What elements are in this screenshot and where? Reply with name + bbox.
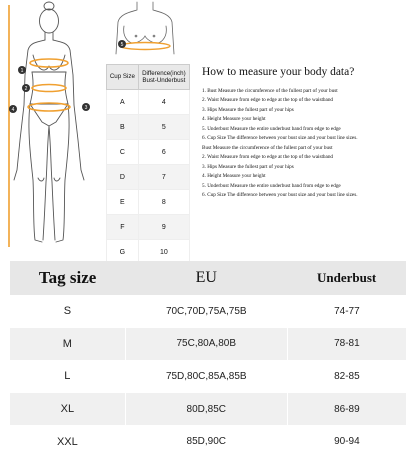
tag-size-cell: M [10, 328, 125, 361]
instructions-list [202, 87, 410, 200]
measurement-instructions [202, 66, 410, 200]
difference-cell: 7 [138, 165, 189, 190]
eu-size-cell: 75D,80C,85A,85B [125, 360, 287, 393]
instruction-item: 3. Hips Measure the fullest part of your hips [202, 163, 294, 170]
difference-cell: 8 [138, 190, 189, 215]
marker-5-label: 5 [120, 41, 124, 48]
difference-cell: 6 [138, 140, 189, 165]
underbust-cell: 82-85 [334, 370, 360, 382]
underbust-header: Underbust [287, 261, 406, 295]
difference-header: Difference(inch) Bust-Underbust [138, 65, 189, 90]
cup-size-table [106, 64, 190, 265]
size-table-row [10, 360, 406, 393]
cup-table-row [107, 165, 190, 190]
cup-size-cell: A [107, 90, 139, 115]
eu-size-cell: 80D,85C [125, 393, 287, 426]
instructions-title: How to measure your body data? [202, 66, 355, 78]
tag-size-cell: XXL [56, 435, 78, 448]
underbust-cell: 78-81 [287, 328, 406, 361]
eu-size-cell: 75C,80A,80B [125, 328, 287, 361]
marker-2-label: 2 [24, 85, 28, 92]
cup-table-row [107, 140, 190, 165]
underbust-cell: 90-94 [334, 436, 360, 448]
eu-header: EU [125, 261, 287, 295]
body-figure [0, 0, 104, 250]
cup-table-row [107, 115, 190, 140]
eu-size-cell: 70C,70D,75A,75B [125, 295, 287, 328]
bust-figure [110, 0, 180, 56]
cup-size-cell: F [107, 215, 139, 240]
size-table-row [10, 425, 406, 458]
instruction-item: Bust Measure the circumference of the fullest part of your bust [202, 144, 333, 151]
cup-table-row [107, 190, 190, 215]
marker-4 [9, 105, 17, 113]
size-table-row [10, 328, 406, 361]
difference-cell: 9 [138, 215, 189, 240]
instruction-item: 2. Waist Measure from edge to edge at the top of the waistband [202, 97, 334, 104]
instruction-item: 5. Underbust Measure the entire underbust band from edge to edge [202, 182, 341, 189]
tag-size-header: Tag size [10, 261, 125, 295]
eu-size-cell: 85D,90C [125, 425, 287, 458]
tag-size-cell: XL [10, 393, 125, 426]
marker-2 [22, 84, 30, 92]
marker-5 [118, 40, 126, 48]
cup-size-cell: C [107, 140, 139, 165]
instruction-item: 6. Cup Size The difference between your bust size and your bust line sizes. [202, 191, 358, 198]
marker-1-label: 1 [20, 67, 24, 74]
difference-cell: 4 [138, 90, 189, 115]
instruction-item: 5. Underbust Measure the entire underbust band from edge to edge [202, 125, 341, 132]
cup-size-cell: B [107, 115, 139, 140]
size-table [10, 261, 406, 458]
instruction-item: 4. Height Measure your height [202, 116, 266, 123]
size-table-row [10, 393, 406, 426]
instruction-item: 6. Cup Size The difference between your bust size and your bust line sizes. [202, 135, 358, 142]
marker-4-label: 4 [11, 106, 15, 113]
difference-cell: 5 [138, 115, 189, 140]
size-table-row [10, 295, 406, 328]
instruction-item: 2. Waist Measure from edge to edge at the top of the waistband [202, 154, 334, 161]
size-table-header [10, 261, 406, 295]
instruction-item: 4. Height Measure your height [202, 173, 266, 180]
tag-size-cell: L [64, 370, 71, 383]
cup-size-header: Cup Size [107, 65, 139, 90]
marker-1 [18, 66, 26, 74]
marker-3 [82, 103, 90, 111]
instruction-item: 3. Hips Measure the fullest part of your hips [202, 106, 294, 113]
marker-3-label: 3 [84, 104, 88, 111]
underbust-cell: 74-77 [334, 305, 360, 317]
difference-cell: 10 [138, 240, 189, 265]
instruction-item: 1. Bust Measure the circumference of the fullest part of your bust [202, 88, 338, 94]
tag-size-cell: S [63, 305, 72, 318]
cup-table-header [107, 65, 190, 90]
cup-size-cell: E [107, 190, 139, 215]
underbust-cell: 86-89 [287, 393, 406, 426]
cup-size-cell: D [107, 165, 139, 190]
cup-table-row [107, 215, 190, 240]
cup-table-row [107, 90, 190, 115]
cup-size-cell: G [107, 240, 139, 265]
